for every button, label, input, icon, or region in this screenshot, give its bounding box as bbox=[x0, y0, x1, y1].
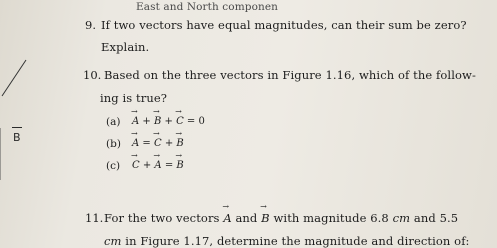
figure-vector-label: B bbox=[13, 131, 21, 144]
option-label: (a) bbox=[106, 116, 121, 128]
option-equation bbox=[132, 116, 205, 127]
unit: cm bbox=[392, 211, 411, 225]
q11-text: in Figure 1.17, determine the magnitude and direction of: bbox=[121, 234, 470, 248]
q11-text: and 5.5 bbox=[410, 211, 459, 225]
vector-symbol: → B bbox=[176, 160, 183, 171]
figure-margin-vectors bbox=[0, 0, 40, 248]
vector-symbol: → A bbox=[132, 116, 139, 127]
q11-text: For the two vectors bbox=[104, 211, 224, 225]
figure-label-overline bbox=[12, 127, 22, 128]
option-equation bbox=[132, 160, 184, 171]
vector-symbol: → B bbox=[261, 211, 270, 225]
q11-line-2 bbox=[104, 234, 470, 248]
q10-line-1: Based on the three vectors in Figure 1.16, which of the follow- bbox=[104, 68, 476, 82]
q11-line-1 bbox=[104, 211, 458, 225]
option-label: (c) bbox=[106, 160, 121, 172]
vector-symbol: → A bbox=[223, 211, 231, 225]
vector-symbol: → C bbox=[154, 138, 162, 149]
operator: + bbox=[139, 116, 154, 127]
option-equation bbox=[132, 138, 184, 149]
q10-line-2: ing is true? bbox=[100, 91, 168, 105]
operator: + bbox=[161, 138, 177, 149]
q11-number: 11. bbox=[85, 211, 104, 225]
operator: = bbox=[161, 160, 177, 171]
q10-number: 10. bbox=[83, 68, 102, 82]
operator: + bbox=[161, 116, 177, 127]
vector-symbol: → C bbox=[176, 116, 184, 127]
vector-line-upper bbox=[2, 60, 26, 96]
vector-symbol: → B bbox=[176, 138, 183, 149]
q9-number: 9. bbox=[85, 18, 96, 32]
operator: + bbox=[139, 160, 155, 171]
header-fragment: East and North componen bbox=[136, 1, 279, 13]
q10-option-c bbox=[106, 160, 184, 172]
vector-symbol: → C bbox=[132, 160, 140, 171]
q11-text: and bbox=[231, 211, 262, 225]
equation-tail: = 0 bbox=[183, 116, 205, 127]
q9-line-1: If two vectors have equal magnitudes, can their sum be zero? bbox=[101, 18, 467, 32]
option-label: (b) bbox=[106, 138, 121, 150]
unit: cm bbox=[104, 234, 122, 248]
q9-line-2: Explain. bbox=[101, 40, 150, 54]
q11-text: with magnitude 6.8 bbox=[269, 211, 393, 225]
vector-symbol: → B bbox=[154, 116, 161, 127]
vector-symbol: → A bbox=[154, 160, 161, 171]
q10-option-a bbox=[106, 116, 205, 128]
q10-option-b bbox=[106, 138, 184, 150]
vector-symbol: → A bbox=[132, 138, 139, 149]
operator: = bbox=[139, 138, 154, 149]
